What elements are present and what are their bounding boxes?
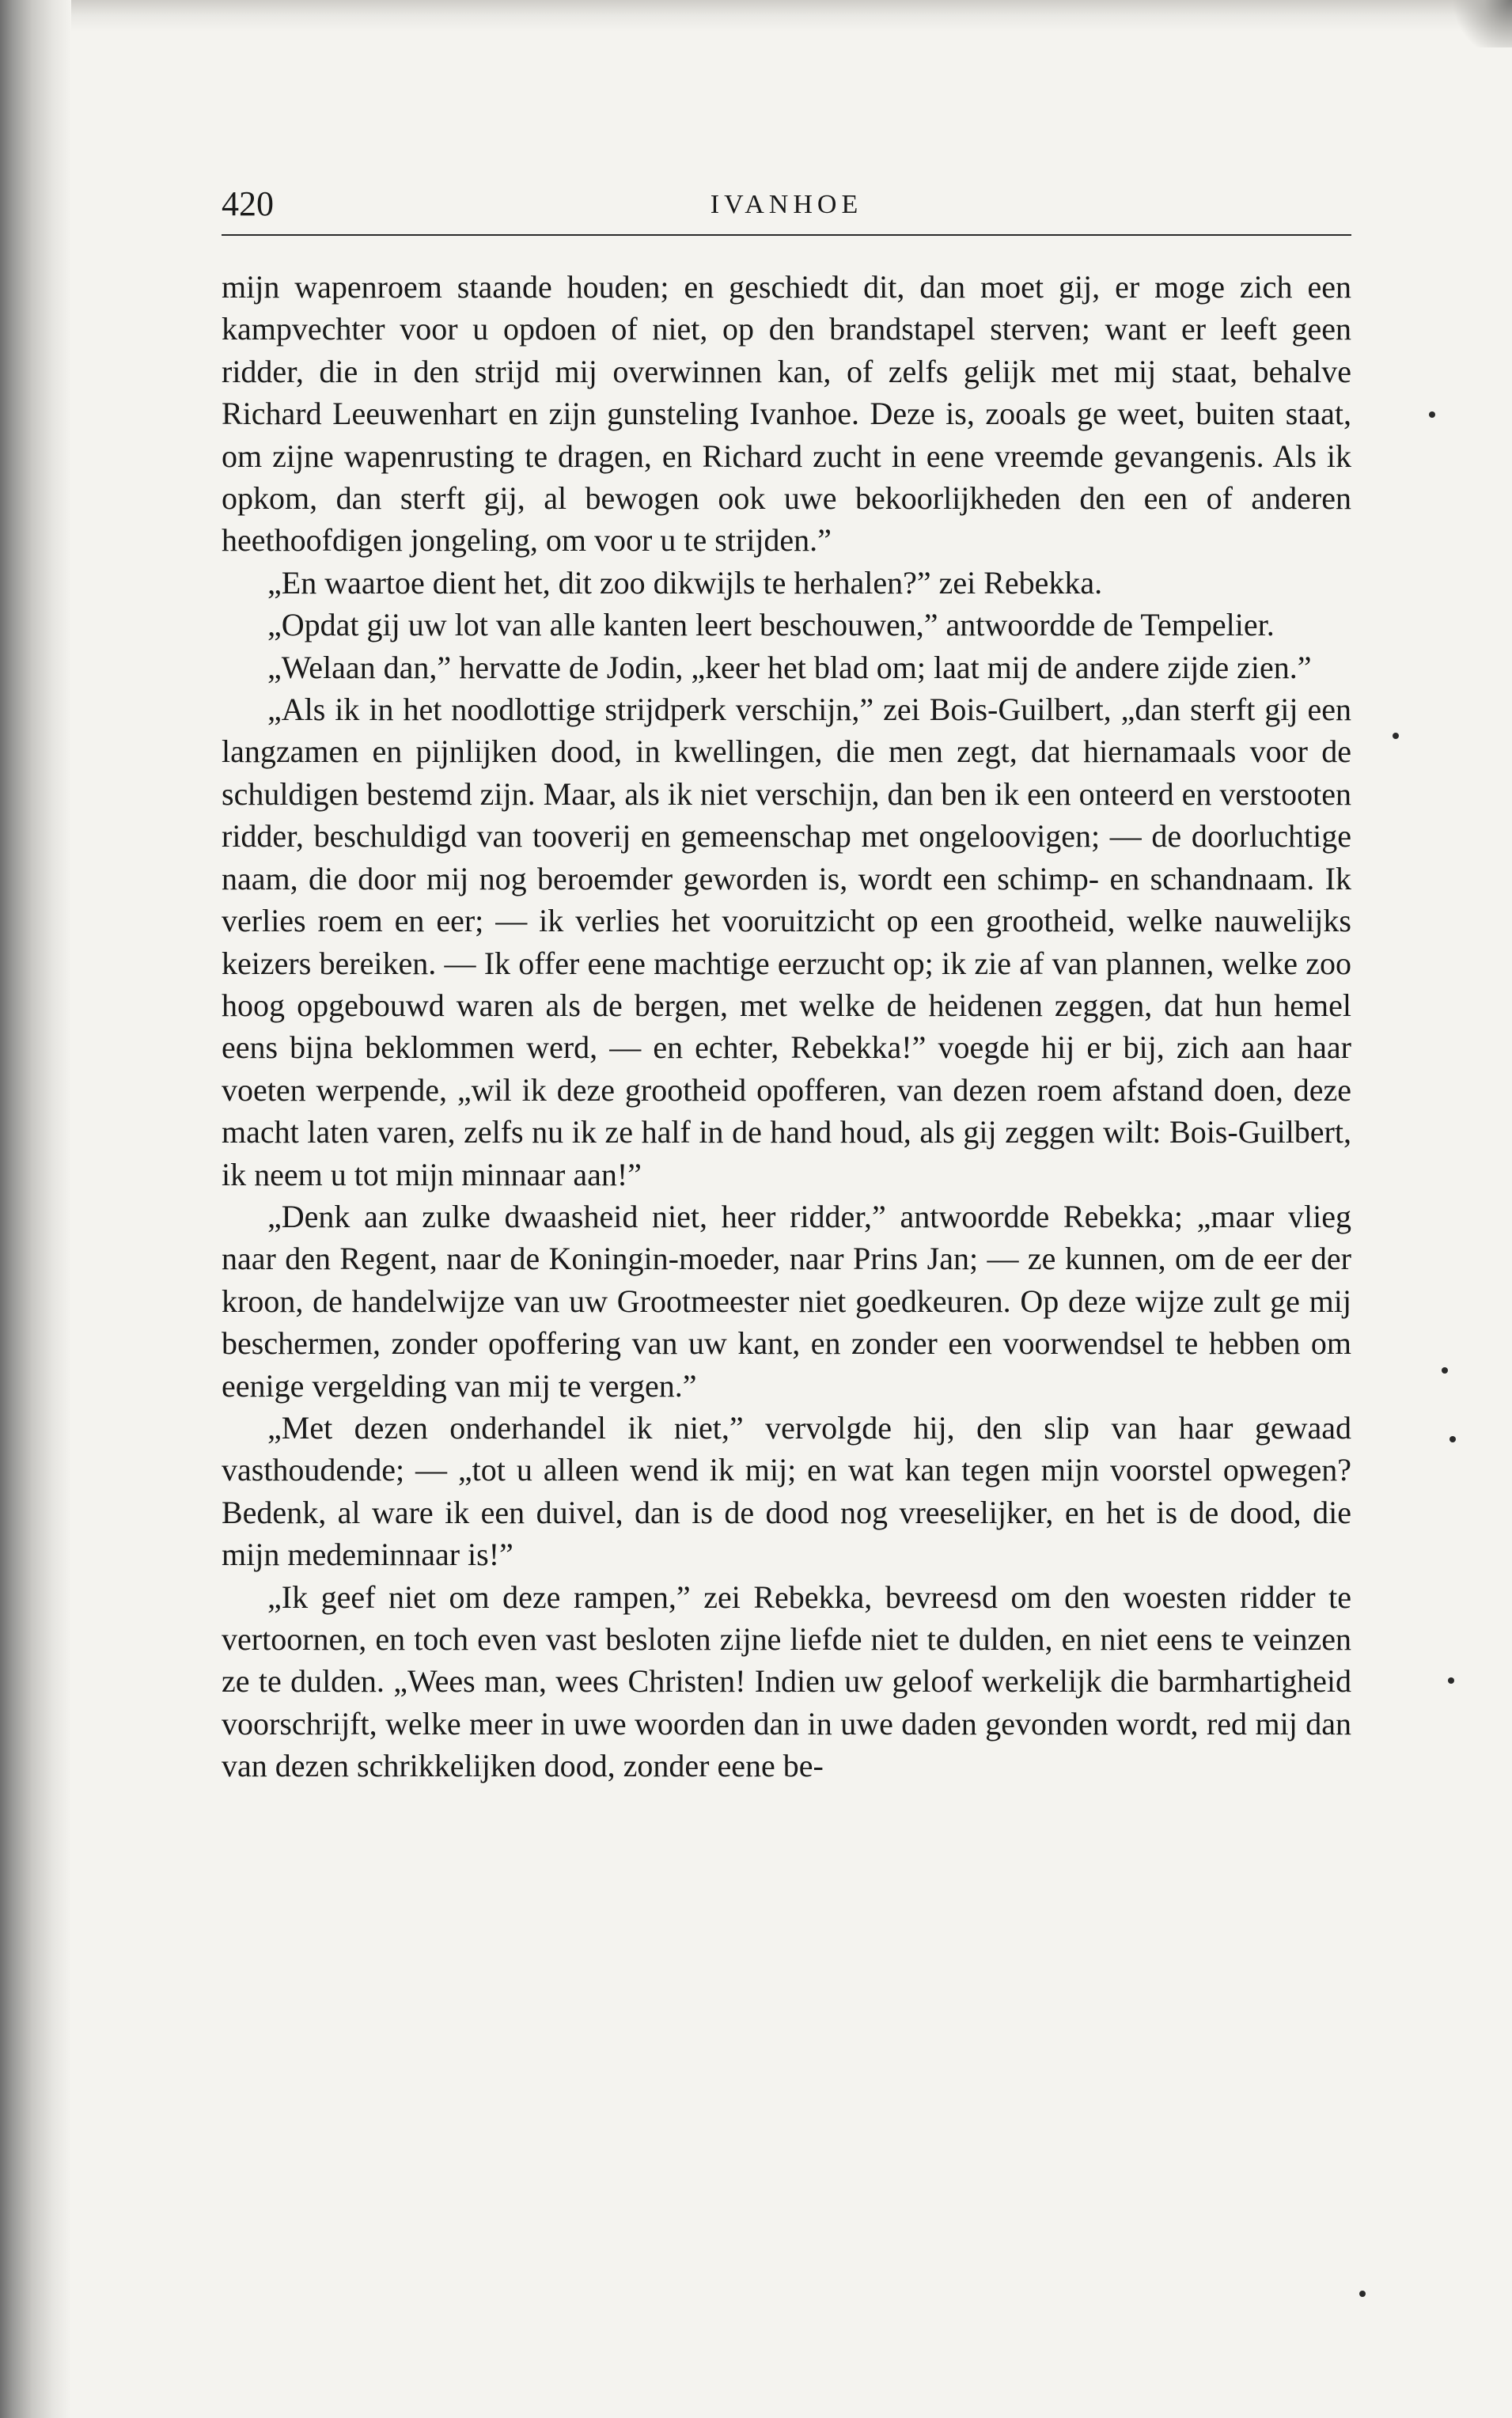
paragraph: „Als ik in het noodlottige strijdperk verschijn,” zei Bois-Guilbert, „dan sterft gij een langzamen en pijnlijken dood, in kwellingen, die men zegt, dat hiernamaals voor de schuldigen bestemd zijn. Maar, als ik niet verschijn, dan ben ik een onteerd en verstooten ridder, beschuldigd van tooverij en gemeenschap met ongeloovigen; — de doorluchtige naam, die door mij nog beroemder geworden is, wordt een schimp- en schandnaam. Ik verlies roem en eer; — ik verlies het vooruitzicht op een grootheid, welke nauwelijks keizers bereiken. — Ik offer eene machtige eerzucht op; ik zie af van plannen, welke zoo hoog opgebouwd waren als de bergen, met welke de heidenen zeggen, dat hun hemel eens bijna beklommen werd, — en echter, Rebekka!” voegde hij er bij, zich aan haar voeten werpende, „wil ik deze grootheid opofferen, van dezen roem afstand doen, deze macht laten varen, zelfs nu ik ze half in de hand houd, als gij zeggen wilt: Bois-Guilbert, ik neem u tot mijn minnaar aan!” <box>222 692 1351 1192</box>
paragraph: „Ik geef niet om deze rampen,” zei Rebekka, bevreesd om den woesten ridder te vertoornen, en toch even vast besloten zijne liefde niet te dulden, en niet eens te veinzen ze te dulden. „Wees man, wees Christen! Indien uw geloof werkelijk die barmhartigheid voorschrijft, welke meer in uwe woorden dan in uwe daden gevonden wordt, red mij dan van dezen schrikkelijken dood, zonder eene be- <box>222 1579 1351 1784</box>
running-title: IVANHOE <box>710 190 863 219</box>
page-header <box>222 179 1351 236</box>
ink-speck <box>1449 1436 1456 1442</box>
page-number: 420 <box>222 184 274 223</box>
ink-speck <box>1442 1367 1448 1374</box>
body-text <box>222 266 1351 1787</box>
paragraph: „En waartoe dient het, dit zoo dikwijls te herhalen?” zei Rebekka. <box>267 564 1103 601</box>
ink-speck <box>1429 411 1435 418</box>
paragraph: „Opdat gij uw lot van alle kanten leert beschouwen,” antwoordde de Tempelier. <box>267 607 1275 643</box>
ink-speck <box>1359 2291 1366 2297</box>
page-top-edge <box>0 0 1512 32</box>
page-binding-edge <box>0 0 71 2418</box>
paragraph: „Met dezen onderhandel ik niet,” vervolgde hij, den slip van haar gewaad vasthoudende; — „tot u alleen wend ik mij; en wat kan tegen mijn voorstel opwegen? Bedenk, al ware ik een duivel, dan is de dood nog vreeselijker, en het is de dood, die mijn medeminnaar is!” <box>222 1409 1351 1573</box>
paragraph: „Denk aan zulke dwaasheid niet, heer ridder,” antwoordde Rebekka; „maar vlieg naar den Regent, naar de Koningin-moeder, naar Prins Jan; — ze kunnen, om de eer der kroon, de handelwijze van uw Grootmeester niet goedkeuren. Op deze wijze zult ge mij beschermen, zonder opoffering van uw kant, en zonder een voorwendsel te hebben om eenige vergelding van mij te vergen.” <box>222 1198 1351 1404</box>
ink-speck <box>1448 1677 1454 1684</box>
paragraph: „Welaan dan,” hervatte de Jodin, „keer het blad om; laat mij de andere zijde zien.” <box>267 649 1312 685</box>
paragraph: mijn wapenroem staande houden; en geschiedt dit, dan moet gij, er moge zich een kampvechter voor u opdoen of niet, op den brandstapel sterven; want er leeft geen ridder, die in den strijd mij overwinnen kan, of zelfs gelijk met mij staat, behalve Richard Leeuwenhart en zijn gunsteling Ivanhoe. Deze is, zooals ge weet, buiten staat, om zijne wapenrusting te dragen, en Richard zucht in eene vreemde gevangenis. Als ik opkom, dan sterft gij, al bewogen ook uwe bekoorlijkheden den een of anderen heethoofdigen jongeling, om voor u te strijden.” <box>222 269 1351 559</box>
ink-speck <box>1393 733 1399 739</box>
page-corner-shadow <box>1449 0 1512 47</box>
